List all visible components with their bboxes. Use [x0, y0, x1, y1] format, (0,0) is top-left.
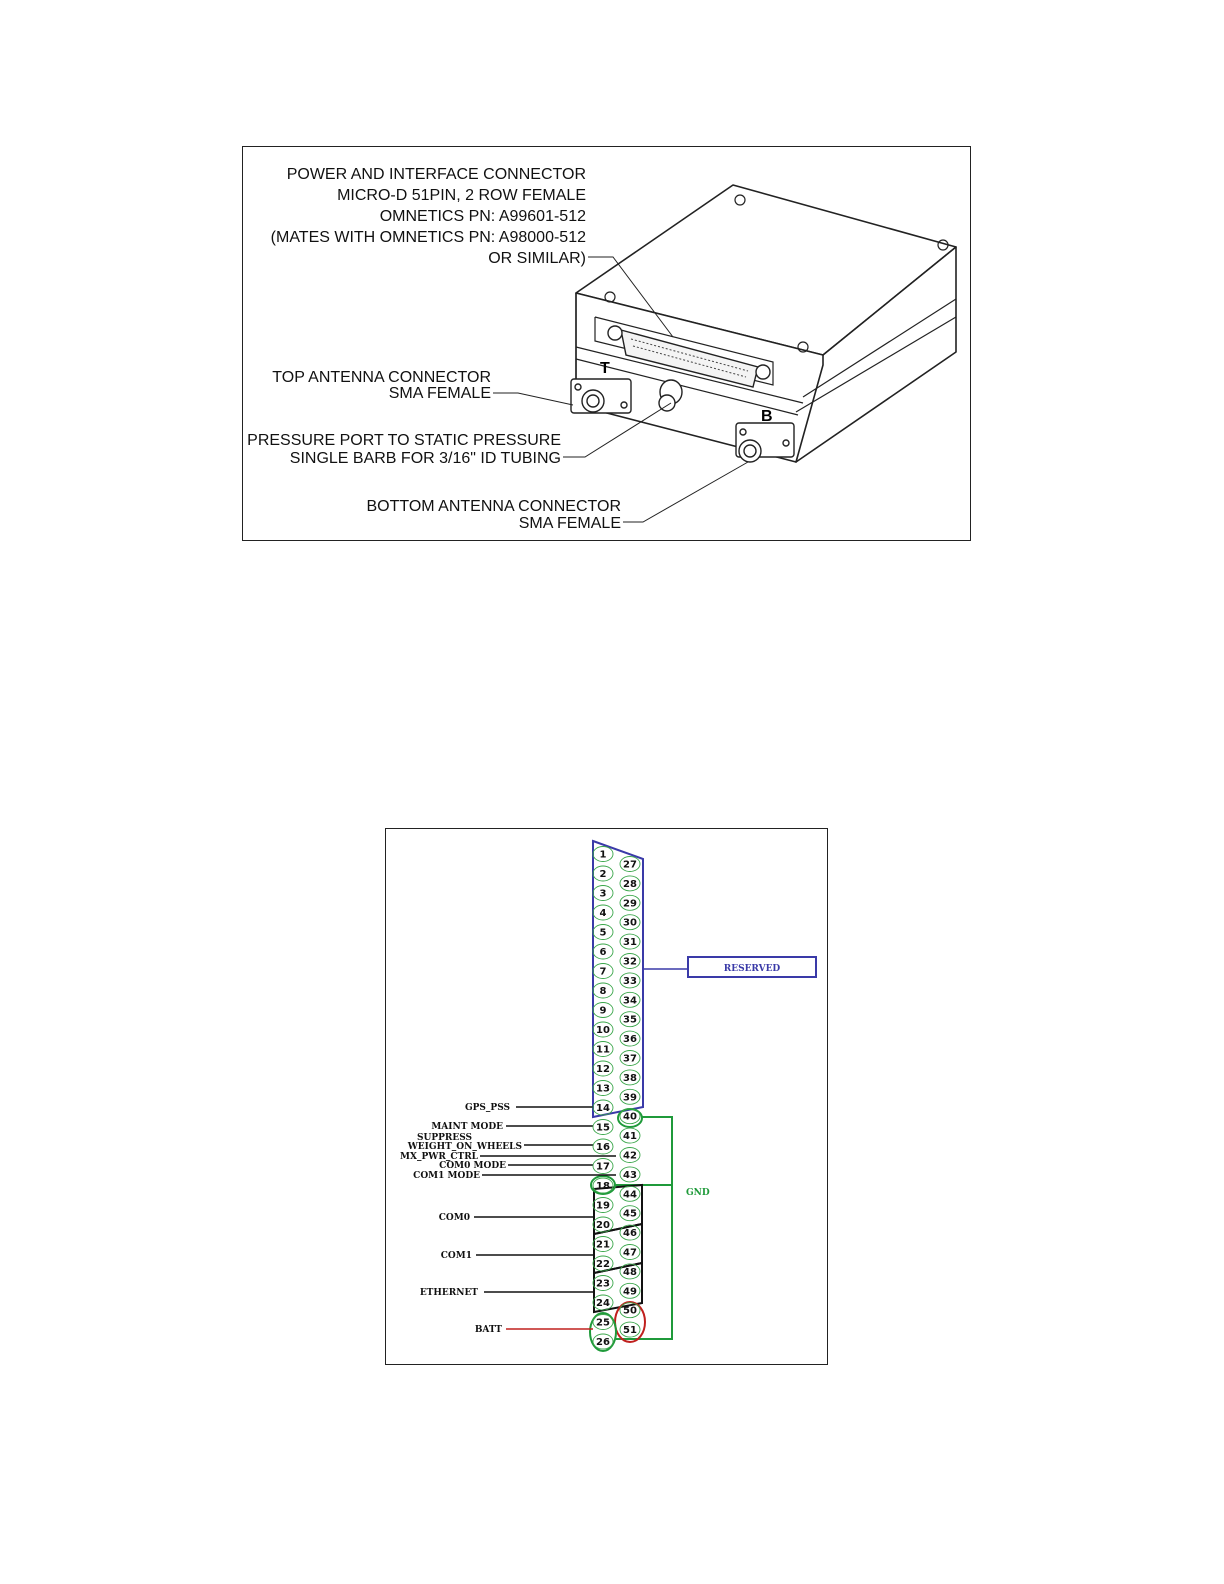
pin-44-number: 44	[623, 1189, 637, 1201]
pin-2-number: 2	[599, 869, 607, 880]
pin-22-number: 22	[596, 1259, 610, 1270]
signal-com1-mode: COM1 MODE	[413, 1171, 480, 1181]
device-drawing	[243, 147, 972, 542]
pin-47-number: 47	[623, 1247, 637, 1259]
pin-28	[620, 876, 640, 891]
pin-47	[620, 1245, 640, 1260]
pin-8-number: 8	[599, 986, 607, 997]
pin-27-number: 27	[623, 859, 637, 871]
pin-30	[620, 915, 640, 930]
pin-35-number: 35	[623, 1014, 637, 1026]
pin-43-number: 43	[623, 1169, 637, 1181]
pin-37-number: 37	[623, 1053, 637, 1065]
pin-7-number: 7	[599, 966, 607, 978]
pin-46	[620, 1225, 640, 1240]
pin-33	[620, 973, 640, 988]
pin-50-number: 50	[623, 1305, 637, 1317]
pin-3-number: 3	[599, 888, 607, 900]
pin-44	[620, 1186, 640, 1201]
pressure-port-line-2: SINGLE BARB FOR 3/16" ID TUBING	[289, 450, 561, 467]
pin-48	[620, 1264, 640, 1279]
pin-3	[593, 886, 613, 901]
pin-14-number: 14	[596, 1103, 610, 1114]
pin-23	[593, 1276, 613, 1291]
signal-suppress: SUPPRESS	[416, 1133, 472, 1143]
pin-50	[620, 1303, 640, 1318]
signal-weight-on-wheels: WEIGHT_ON_WHEELS	[407, 1142, 522, 1152]
pin-46-number: 46	[623, 1228, 637, 1240]
top-antenna-line-1: TOP ANTENNA CONNECTOR	[272, 369, 491, 386]
pin-39	[620, 1089, 640, 1104]
pin-30-number: 30	[623, 917, 637, 929]
signal-batt: BATT	[474, 1325, 502, 1335]
pin-17	[593, 1159, 613, 1174]
pin-2	[593, 866, 613, 881]
pin-18-number: 18	[596, 1181, 610, 1192]
pin-36-number: 36	[623, 1034, 637, 1046]
signal-com0-mode: COM0 MODE	[439, 1161, 506, 1171]
pin-20	[593, 1217, 613, 1232]
pin-37	[620, 1051, 640, 1066]
pin-9	[593, 1003, 613, 1018]
pin-12-number: 12	[596, 1064, 610, 1075]
pins-layer	[593, 847, 640, 1350]
pin-21	[593, 1237, 613, 1252]
signal-com0: COM0	[438, 1213, 470, 1223]
power-connector-line-4: (MATES WITH OMNETICS PN: A98000-512	[270, 229, 586, 246]
gnd-label: GND	[686, 1188, 710, 1198]
pin-18	[593, 1178, 613, 1193]
pinout-figure	[385, 828, 828, 1365]
pin-22	[593, 1256, 613, 1271]
signal-maint-mode: MAINT MODE	[431, 1122, 503, 1132]
pin-14	[593, 1100, 613, 1115]
pin-25	[593, 1315, 613, 1330]
signal-gps-pss: GPS_PSS	[464, 1103, 510, 1113]
pin-41-number: 41	[623, 1131, 637, 1143]
signal-ethernet: ETHERNET	[419, 1288, 478, 1298]
pin-26	[593, 1334, 613, 1349]
pin-23-number: 23	[596, 1278, 610, 1290]
pin-15	[593, 1120, 613, 1135]
bottom-antenna-connector	[736, 423, 794, 462]
pin-6	[593, 944, 613, 959]
pin-27	[620, 857, 640, 872]
pin-31-number: 31	[623, 937, 637, 949]
pin-7	[593, 964, 613, 979]
bottom-antenna-line-2: SMA FEMALE	[518, 515, 621, 532]
pin-1-number: 1	[599, 849, 607, 861]
signal-mx-pwr-ctrl: MX_PWR_CTRL	[400, 1152, 478, 1162]
pin-11-number: 11	[596, 1044, 610, 1056]
pin-5-number: 5	[599, 927, 607, 939]
pin-19-number: 19	[596, 1200, 610, 1212]
pressure-port-line-1: PRESSURE PORT TO STATIC PRESSURE	[247, 432, 561, 449]
pin-5	[593, 925, 613, 940]
pin-4-number: 4	[599, 908, 607, 919]
pin-28-number: 28	[623, 878, 637, 890]
pin-1	[593, 847, 613, 862]
pin-24-number: 24	[596, 1298, 610, 1309]
pin-34	[620, 992, 640, 1007]
top-antenna-line-2: SMA FEMALE	[388, 385, 491, 402]
pin-49	[620, 1283, 640, 1298]
pin-10	[593, 1022, 613, 1037]
pin-43	[620, 1167, 640, 1182]
pinout-diagram	[386, 829, 829, 1366]
pin-45-number: 45	[623, 1208, 637, 1220]
power-connector-line-1: POWER AND INTERFACE CONNECTOR	[286, 166, 586, 183]
pin-16-number: 16	[596, 1142, 610, 1153]
pin-29	[620, 895, 640, 910]
pin-38	[620, 1070, 640, 1085]
bottom-antenna-line-1: BOTTOM ANTENNA CONNECTOR	[366, 498, 621, 515]
top-connector-letter: T	[600, 360, 610, 377]
pin-12	[593, 1061, 613, 1076]
pin-34-number: 34	[623, 995, 637, 1007]
pin-10-number: 10	[596, 1025, 610, 1036]
pin-6-number: 6	[599, 947, 607, 958]
pin-9-number: 9	[599, 1005, 607, 1017]
pin-41	[620, 1128, 640, 1143]
pin-19	[593, 1198, 613, 1213]
bottom-connector-letter: B	[761, 408, 773, 425]
pin-29-number: 29	[623, 898, 637, 910]
pin-21-number: 21	[596, 1239, 610, 1251]
pin-8	[593, 983, 613, 998]
pin-4	[593, 905, 613, 920]
pin-24	[593, 1295, 613, 1310]
device-figure	[242, 146, 971, 541]
pin-40	[620, 1109, 640, 1124]
pin-25-number: 25	[596, 1317, 610, 1329]
pin-33-number: 33	[623, 975, 637, 987]
pin-35	[620, 1012, 640, 1027]
pin-40-number: 40	[623, 1111, 637, 1123]
pin-11	[593, 1042, 613, 1057]
pin-26-number: 26	[596, 1337, 610, 1348]
pin-13	[593, 1081, 613, 1096]
power-connector-line-3: OMNETICS PN: A99601-512	[379, 208, 586, 225]
pin-39-number: 39	[623, 1092, 637, 1104]
reserved-label: RESERVED	[723, 964, 781, 974]
pin-49-number: 49	[623, 1286, 637, 1298]
pin-48-number: 48	[623, 1266, 637, 1278]
signal-com1: COM1	[440, 1251, 472, 1261]
pin-42	[620, 1148, 640, 1163]
pin-20-number: 20	[596, 1220, 610, 1231]
pin-31	[620, 934, 640, 949]
pin-32-number: 32	[623, 956, 637, 968]
pin-15-number: 15	[596, 1122, 610, 1134]
pin-42-number: 42	[623, 1150, 637, 1162]
pin-16	[593, 1139, 613, 1154]
pin-51-number: 51	[623, 1325, 637, 1337]
power-connector-line-2: MICRO-D 51PIN, 2 ROW FEMALE	[337, 187, 586, 204]
pin-45	[620, 1206, 640, 1221]
power-connector-line-5: OR SIMILAR)	[488, 250, 586, 267]
top-antenna-connector	[571, 379, 631, 413]
pin-17-number: 17	[596, 1161, 610, 1173]
pin-36	[620, 1031, 640, 1046]
pin-32	[620, 954, 640, 969]
pin-13-number: 13	[596, 1083, 610, 1095]
pin-51	[620, 1322, 640, 1337]
pin-38-number: 38	[623, 1072, 637, 1084]
